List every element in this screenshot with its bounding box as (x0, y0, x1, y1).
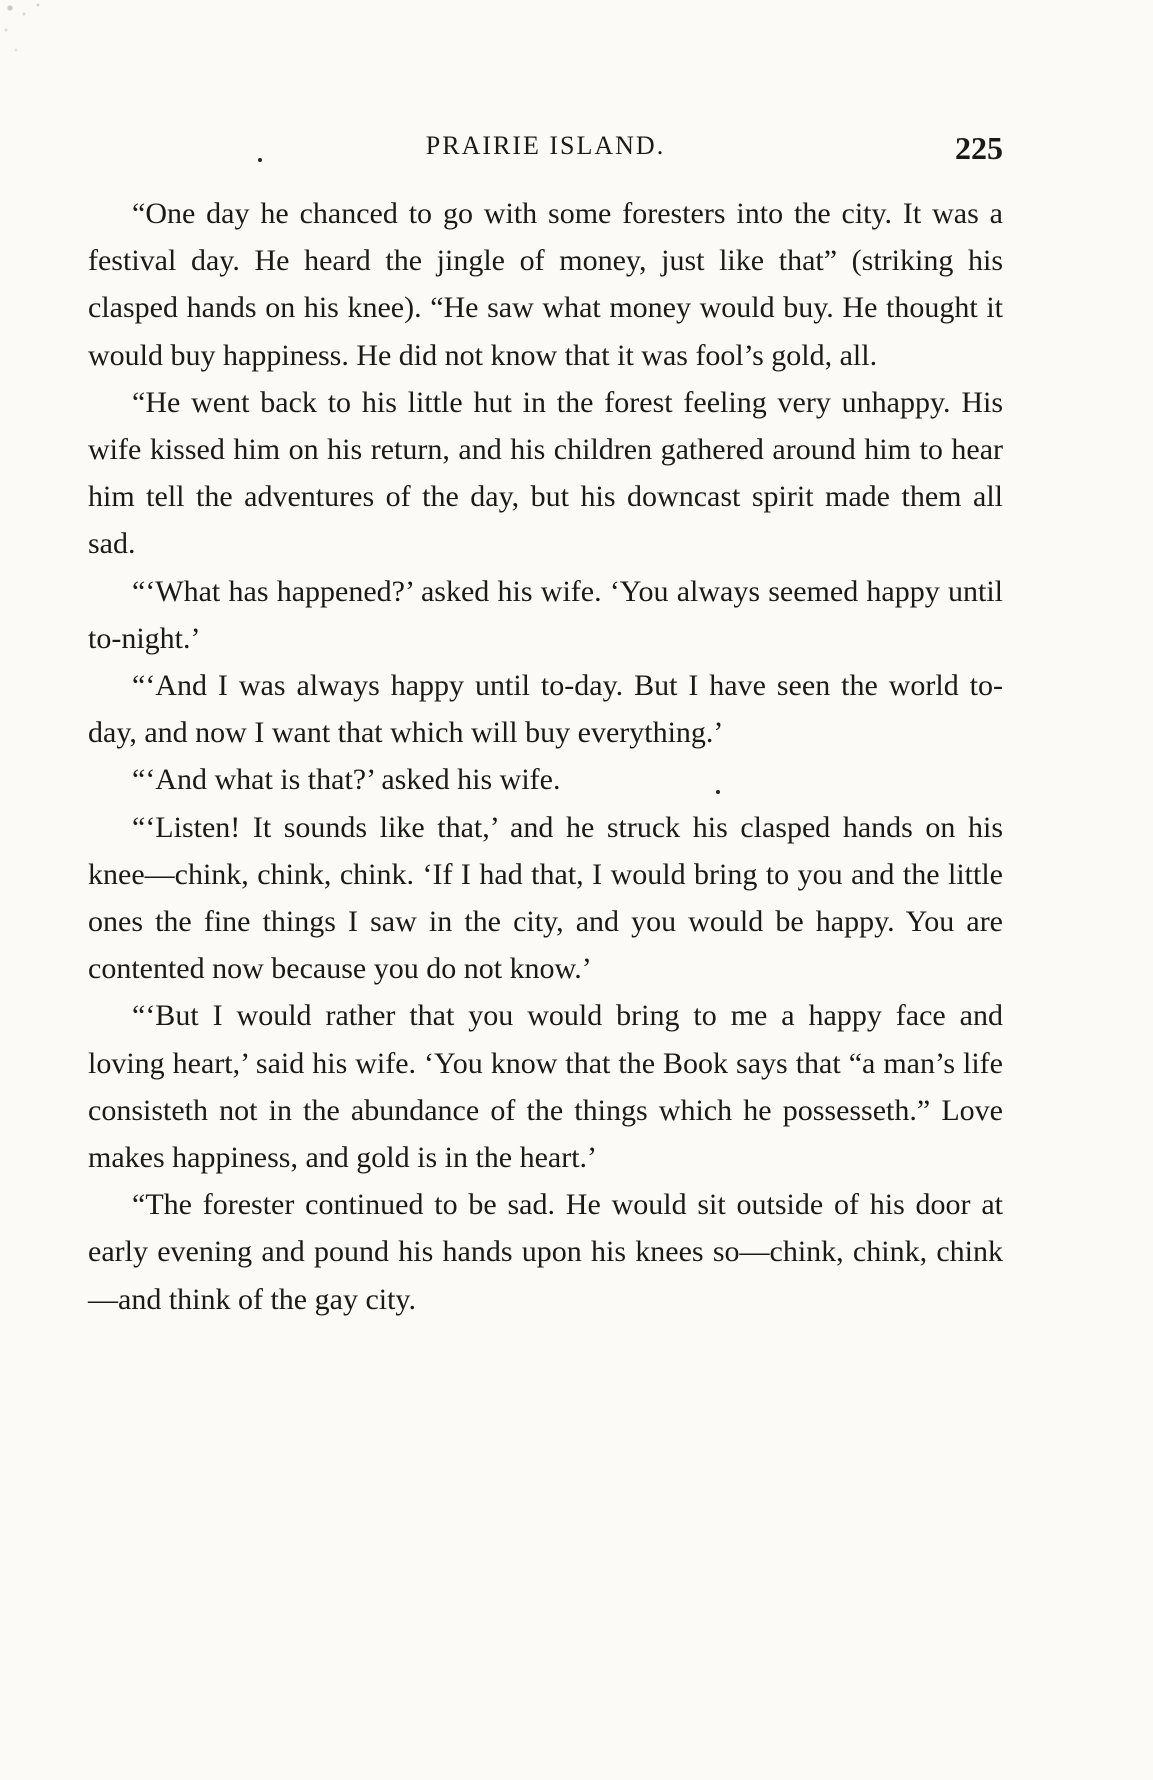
paragraph: “The forester continued to be sad. He would sit outside of his door at early evening and pound his hands upon his knees so—chink, chink, chink—and think of the gay city. (88, 1188, 1003, 1316)
paragraph: “‘What has happened?’ asked his wife. ‘You always seemed happy until to-night.’ (88, 574, 1003, 655)
body-text (88, 190, 1003, 1323)
paragraph: “‘And I was always happy until to-day. But I have seen the world to-day, and now I want that which will buy everything.’ (88, 669, 1003, 750)
paragraph: “‘And what is that?’ asked his wife. (132, 763, 561, 797)
page-number: 225 (955, 130, 1003, 166)
paragraph: “He went back to his little hut in the forest feeling very unhappy. His wife kissed him on his return, and his children gathered around him to hear him tell the adventures of the day, but his downcast spirit made them all sad. (88, 385, 1003, 561)
paragraph: “One day he chanced to go with some foresters into the city. It was a festival day. He heard the jingle of money, just like that” (striking his clasped hands on his knee). “He saw what money would buy. He thought it would buy happiness. He did not know that it was fool’s gold, all. (88, 197, 1003, 372)
page-header (88, 124, 1003, 168)
paragraph: “‘Listen! It sounds like that,’ and he struck his clasped hands on his knee—chink, chink, chink. ‘If I had that, I would bring to you and the little ones the fine things I saw in the city, and you would be happy. You are contented now because you do not know.’ (88, 810, 1003, 986)
running-title: PRAIRIE ISLAND. (425, 131, 666, 160)
page-speckle-decoration (0, 0, 64, 80)
paragraph: “‘But I would rather that you would bring to me a happy face and loving heart,’ said his wife. ‘You know that the Book says that “a man’s life consisteth not in the abundance of the things which he possesseth.” Love makes happiness, and gold is in the heart.’ (88, 999, 1003, 1175)
